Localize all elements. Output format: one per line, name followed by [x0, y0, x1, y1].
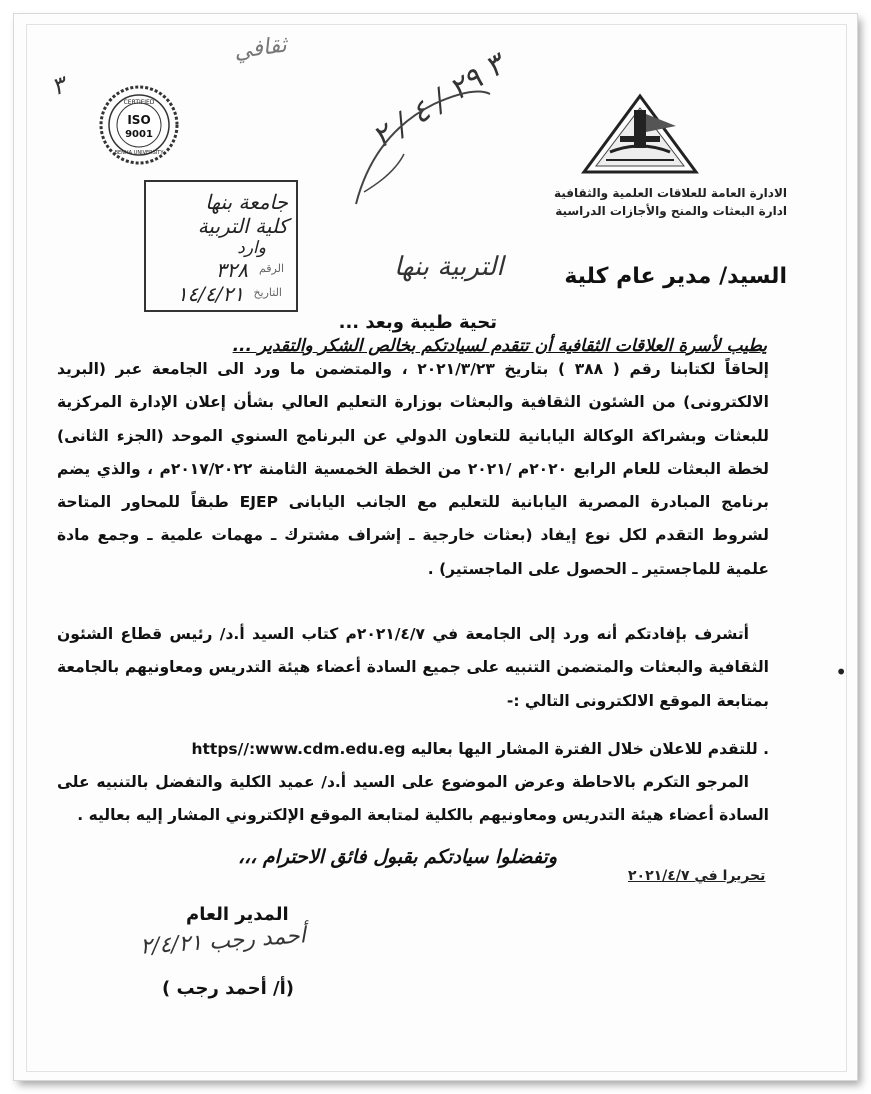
- stamp-date-label: التاريخ: [253, 286, 282, 299]
- website-line: https//:www.cdm.edu.eg للتقدم للاعلان خلال الفترة المشار اليها بعاليه .: [191, 740, 769, 758]
- document-page: [14, 14, 857, 1080]
- handwritten-top-note: ثقافي: [232, 32, 289, 65]
- addressee-line: السيد/ مدير عام كلية: [564, 264, 787, 289]
- handwritten-loop-stroke: [344, 74, 494, 214]
- organization-header: [554, 184, 787, 220]
- body-paragraph-2: أتشرف بإفادتكم أنه ورد إلى الجامعة في ٢٠٢١/٤/٧م كتاب السيد أ.د/ رئيس قطاع الشئون الثقافية والبعثات والمتضمن التنبيه على جميع السادة أعضاء هيئة التدريس ومعاونيهم بالجامعة بمتابعة الموقع الالكترونى التالي :-: [57, 625, 769, 710]
- iso-university-ring: BENHA UNIVERSITY: [114, 150, 164, 156]
- incoming-stamp: [144, 180, 306, 315]
- body-paragraph-1: إلحاقاً لكتابنا رقم ( ٣٨٨ ) بتاريخ ٢٠٢١/٣/٢٣ ، والمتضمن ما ورد الى الجامعة عبر (البريد الالكترونى) من الشئون الثقافية والبعثات بوزارة التعليم العالي بشأن إعلان الإدارة المركزية للبعثات وبشراكة الوكالة اليابانية للتعاون الدولي عن البرنامج السنوي الموحد (الجزء الثانى) لخطة البعثات للعام الرابع ٢٠٢٠م /٢٠٢١ من الخطة الخمسية الثامنة ٢٠١٧/٢٠٢٢م ، والذي يضم برنامج المبادرة المصرية اليابانية للتعليم مع الجانب اليابانى EJEP طبقاً للمحاور المتاحة لشروط التقدم لكل نوع إيفاد (بعثات خارجية ـ إشراف مشترك ـ مهمات علمية ـ وجمع مادة علمية للماجستير ـ الحصول على الماجستير) .: [57, 360, 769, 578]
- iso-certified-label: CERTIFIED: [123, 99, 155, 106]
- iso-number: 9001: [125, 129, 153, 140]
- org-line-1: الادارة العامة للعلاقات العلمية والثقافية: [553, 186, 787, 200]
- iso-certificate-seal: [98, 84, 180, 166]
- stamp-line-2: كلية التربية: [197, 214, 288, 238]
- issue-date: تحريرا في ٢٠٢١/٤/٧: [628, 868, 766, 884]
- stamp-number-label: الرقم: [258, 262, 284, 275]
- stamp-number: ٣٢٨: [215, 258, 248, 282]
- university-logo: [580, 92, 700, 178]
- body-paragraph-3: المرجو التكرم بالاحاطة وعرض الموضوع على السيد أ.د/ عميد الكلية والتفضل بالتنبيه على السادة أعضاء هيئة التدريس ومعاونيهم بالكلية لمتابعة الموقع الإلكتروني المشار إليه بعاليه .: [57, 773, 769, 825]
- closing-line: وتفضلوا سيادتكم بقبول فائق الاحترام ،،،: [237, 846, 557, 868]
- iso-label: ISO: [127, 113, 151, 127]
- stamp-line-1: جامعة بنها: [205, 190, 288, 214]
- intro-line: يطيب لأسرة العلاقات الثقافية أن تتقدم لسيادتكم بخالص الشكر والتقدير ...: [232, 336, 767, 356]
- signer-title: المدير العام: [186, 904, 289, 925]
- handwritten-date-scrawl: ٣ ٢٩ / ٤ / ٢: [366, 47, 511, 156]
- greeting: تحية طيبة وبعد ...: [338, 312, 497, 333]
- stamp-line-3: وارد: [237, 238, 266, 258]
- handwritten-corner-mark: ٣: [47, 70, 70, 102]
- handwritten-signature: أحمد رجب ٢/٤/٢١: [139, 923, 307, 960]
- stamp-date: ١٤/٤/٢١: [176, 282, 244, 306]
- signer-name: (أ/ أحمد رجب ): [162, 978, 294, 999]
- handwritten-addressee-note: التربية بنها: [394, 252, 504, 282]
- org-line-2: ادارة البعثات والمنح والأجازات الدراسية: [555, 204, 787, 218]
- bullet-mark: •: [835, 660, 847, 684]
